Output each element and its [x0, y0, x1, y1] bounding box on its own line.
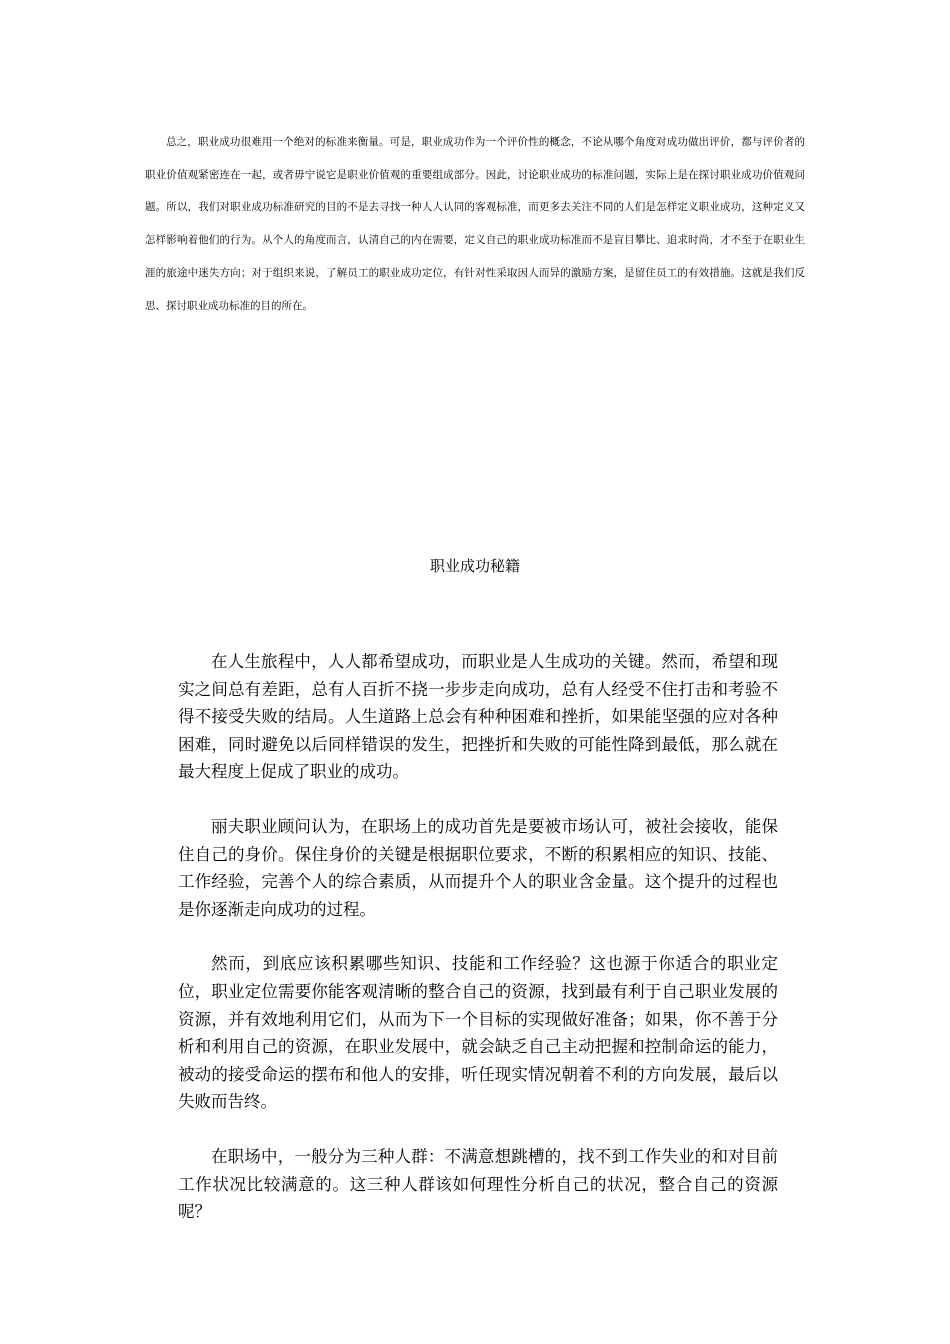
intro-paragraph: 总之，职业成功很难用一个绝对的标准来衡量。可是，职业成功作为一个评价性的概念，不论从哪个角度对成功做出评价，都与评价者的职业价值观紧密连在一起，或者毋宁说它是职业价值观的重要组成部分。因此，讨论职业成功的标准问题，实际上是在探讨职业成功价值观问题。所以，我们对职业成功标准研究的目的不是去寻找一种人人认同的客观标准，而更多去关注不同的人们是怎样定义职业成功，这种定义又怎样影响着他们的行为。从个人的角度而言，认清自己的内在需要，定义自己的职业成功标准而不是盲目攀比、追求时尚，才不至于在职业生涯的旅途中迷失方向；对于组织来说，了解员工的职业成功定位，有针对性采取因人而异的激励方案，是留住员工的有效措施。这就是我们反思、探讨职业成功标准的目的所在。: [145, 136, 805, 312]
body-paragraph: 在职场中，一般分为三种人群：不满意想跳槽的，找不到工作失业的和对目前工作状况比较满意的。这三种人群该如何理性分析自己的状况，整合自己的资源呢？: [178, 1146, 778, 1222]
body-paragraph: 然而，到底应该积累哪些知识、技能和工作经验？这也源于你适合的职业定位，职业定位需要你能客观清晰的整合自己的资源，找到最有利于自己职业发展的资源，并有效地利用它们，从而为下一个目标的实现做好准备；如果，你不善于分析和利用自己的资源，在职业发展中，就会缺乏自己主动把握和控制命运的能力，被动的接受命运的摆布和他人的安排，听任现实情况朝着不利的方向发展，最后以失败而告终。: [178, 954, 778, 1112]
body-paragraph: 在人生旅程中，人人都希望成功，而职业是人生成功的关键。然而，希望和现实之间总有差距，总有人百折不挠一步步走向成功，总有人经受不住打击和考验不得不接受失败的结局。人生道路上总会有种种困难和挫折，如果能坚强的应对各种困难，同时避免以后同样错误的发生，把挫折和失败的可能性降到最低，那么就在最大程度上促成了职业的成功。: [178, 652, 778, 782]
body-paragraph: 丽夫职业顾问认为，在职场上的成功首先是要被市场认可，被社会接收，能保住自己的身价。保住身价的关键是根据职位要求，不断的积累相应的知识、技能、工作经验，完善个人的综合素质，从而提升个人的职业含金量。这个提升的过程也是你逐渐走向成功的过程。: [178, 816, 778, 919]
body-text: [178, 648, 778, 1253]
section-title: 职业成功秘籍: [429, 557, 520, 575]
